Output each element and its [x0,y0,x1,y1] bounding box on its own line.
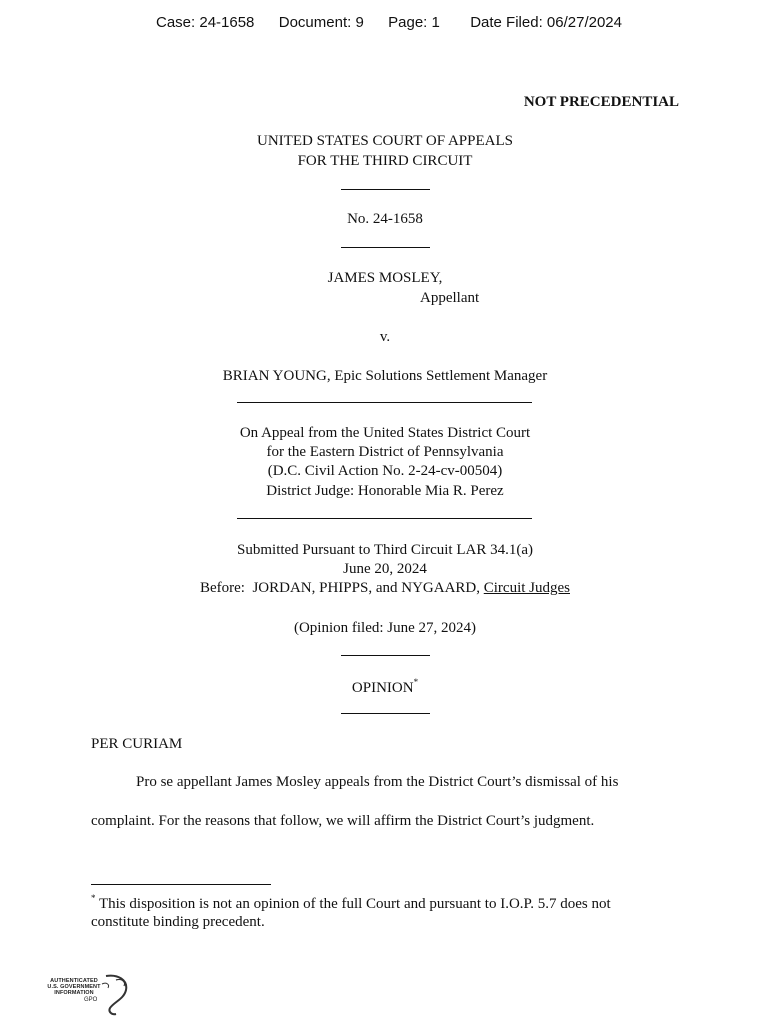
not-precedential-label: NOT PRECEDENTIAL [523,94,679,110]
opinion-heading-text: OPINION [351,680,414,696]
gpo-logo-line3: INFORMATION [54,990,94,996]
court-name-line1: UNITED STATES COURT OF APPEALS [257,133,513,149]
filing-header [156,14,622,31]
footnote-line1 [91,894,611,913]
appeal-line2: for the Eastern District of Pennsylvania [266,444,504,460]
panel-judges: Before: JORDAN, PHIPPS, and NYGAARD, [199,580,484,596]
opinion-filed: (Opinion filed: June 27, 2024) [293,620,477,636]
court-name-line2: FOR THE THIRD CIRCUIT [297,153,473,169]
gpo-logo-line2: U.S. GOVERNMENT [47,984,101,990]
per-curiam: PER CURIAM [91,736,183,752]
header-document: Document: 9 [278,14,364,31]
header-date-filed: Date Filed: 06/27/2024 [470,14,622,31]
footnote-text: This disposition is not an opinion of the full Court and pursuant to I.O.P. 5.7 does not [95,896,611,912]
eagle-icon [44,972,134,1018]
versus: v. [379,329,391,345]
divider [237,518,532,519]
header-page: Page: 1 [388,14,440,31]
appellant-name: JAMES MOSLEY, [327,270,443,286]
submission-date: June 20, 2024 [343,561,427,577]
appellee-name: BRIAN YOUNG, Epic Solutions Settlement Manager [222,368,548,384]
appellant-role: Appellant [420,290,480,306]
gpo-logo-label: GPO [84,997,98,1003]
divider [341,655,430,656]
body-line1: Pro se appellant James Mosley appeals from the District Court’s dismissal of his [136,774,619,790]
opinion-heading [0,678,770,697]
case-number: No. 24-1658 [347,211,423,227]
circuit-judges-label: Circuit Judges [483,580,570,596]
footnote-line2: constitute binding precedent. [91,914,265,930]
footnote-marker: * [413,677,419,687]
body-line2: complaint. For the reasons that follow, we will affirm the District Court’s judgment. [91,813,595,829]
submission-line: Submitted Pursuant to Third Circuit LAR 34.1(a) [237,542,533,558]
footnote-separator [91,884,271,885]
appeal-line3: (D.C. Civil Action No. 2-24-cv-00504) [267,463,503,479]
footnote-mark: * [91,893,96,903]
gpo-authentication-logo [44,972,134,1018]
divider [341,247,430,248]
appeal-line4: District Judge: Honorable Mia R. Perez [266,483,504,499]
panel-line [0,580,770,597]
divider [237,402,532,403]
divider [341,189,430,190]
divider [341,713,430,714]
header-case: Case: 24-1658 [156,14,255,31]
gpo-logo-line1: AUTHENTICATED [50,978,98,984]
appeal-line1: On Appeal from the United States District Court [239,425,531,441]
